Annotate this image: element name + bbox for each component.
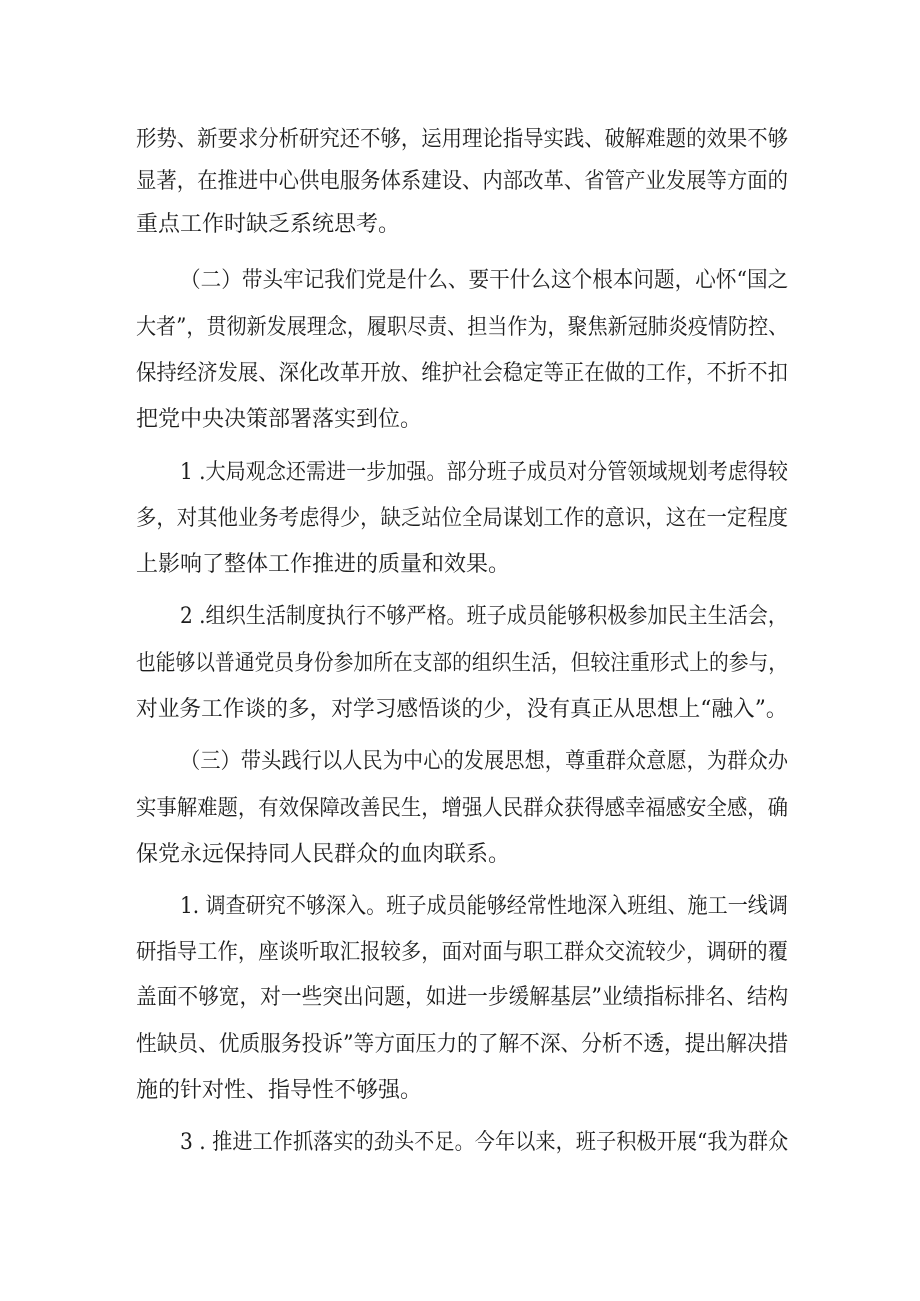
text-line (0, 685, 920, 735)
line-text: 实事解难题，有效保障改善民生，增强人民群众获得感幸福感安全感，确 (136, 796, 788, 821)
line-text: 把党中央决策部署落实到位。 (136, 407, 423, 432)
text-line (0, 494, 920, 544)
text-line (0, 1066, 920, 1116)
line-text: 上影响了整体工作推进的质量和效果。 (136, 552, 511, 577)
line-text: 1 .大局观念还需进一步加强。部分班子成员对分管领域规划考虑得较 (180, 460, 788, 485)
text-line (0, 639, 920, 689)
line-text: 1. 调查研究不够深入。班子成员能够经常性地深入班组、施工一线调 (180, 894, 788, 919)
line-text: 2 .组织生活制度执行不够严格。班子成员能够积极参加民主生活会， (180, 604, 788, 629)
text-line (0, 1118, 920, 1168)
text-line (0, 784, 920, 834)
line-text: 重点工作时缺乏系统思考。 (136, 212, 401, 237)
line-text: 性缺员、优质服务投诉”等方面压力的了解不深、分析不透，提出解决措 (136, 1032, 789, 1057)
line-text: （二）带头牢记我们党是什么、要干什么这个根本问题，心怀“国之 (180, 268, 789, 293)
text-line (0, 540, 920, 590)
line-text: （三）带头践行以人民为中心的发展思想，尊重群众意愿，为群众办 (180, 749, 789, 774)
text-line (0, 973, 920, 1023)
text-line (0, 928, 920, 978)
line-text: 多，对其他业务考虑得少，缺乏站位全局谋划工作的意识，这在一定程度 (136, 506, 788, 531)
line-text: 大者”，贯彻新发展理念，履职尽责、担当作为，聚焦新冠肺炎疫情防控、 (136, 315, 789, 340)
text-line (0, 830, 920, 880)
text-line (0, 200, 920, 250)
text-line (0, 256, 920, 306)
text-line (0, 1020, 920, 1070)
text-line (0, 349, 920, 399)
line-text: 显著，在推进中心供电服务体系建设、内部改革、省管产业发展等方面的 (136, 169, 788, 194)
line-text: 保持经济发展、深化改革开放、维护社会稳定等正在做的工作，不折不扣 (136, 361, 788, 386)
text-line (0, 303, 920, 353)
line-text: 施的针对性、指导性不够强。 (136, 1078, 423, 1103)
line-text: 研指导工作，座谈听取汇报较多，面对面与职工群众交流较少，调研的覆 (136, 940, 788, 965)
line-text: 对业务工作谈的多，对学习感悟谈的少，没有真正从思想上“融入”。 (136, 697, 788, 722)
line-text: 3 . 推进工作抓落实的劲头不足。今年以来，班子积极开展“我为群众 (180, 1130, 789, 1155)
text-line (0, 737, 920, 787)
text-line (0, 882, 920, 932)
line-text: 保党永远保持同人民群众的血肉联系。 (136, 842, 511, 867)
text-line (0, 448, 920, 498)
text-line (0, 395, 920, 445)
line-text: 盖面不够宽，对一些突出问题，如进一步缓解基层”业绩指标排名、结构 (136, 985, 789, 1010)
line-text: 形势、新要求分析研究还不够，运用理论指导实践、破解难题的效果不够 (136, 127, 788, 152)
text-line (0, 592, 920, 642)
line-text: 也能够以普通党员身份参加所在支部的组织生活，但较注重形式上的参与， (136, 651, 789, 676)
